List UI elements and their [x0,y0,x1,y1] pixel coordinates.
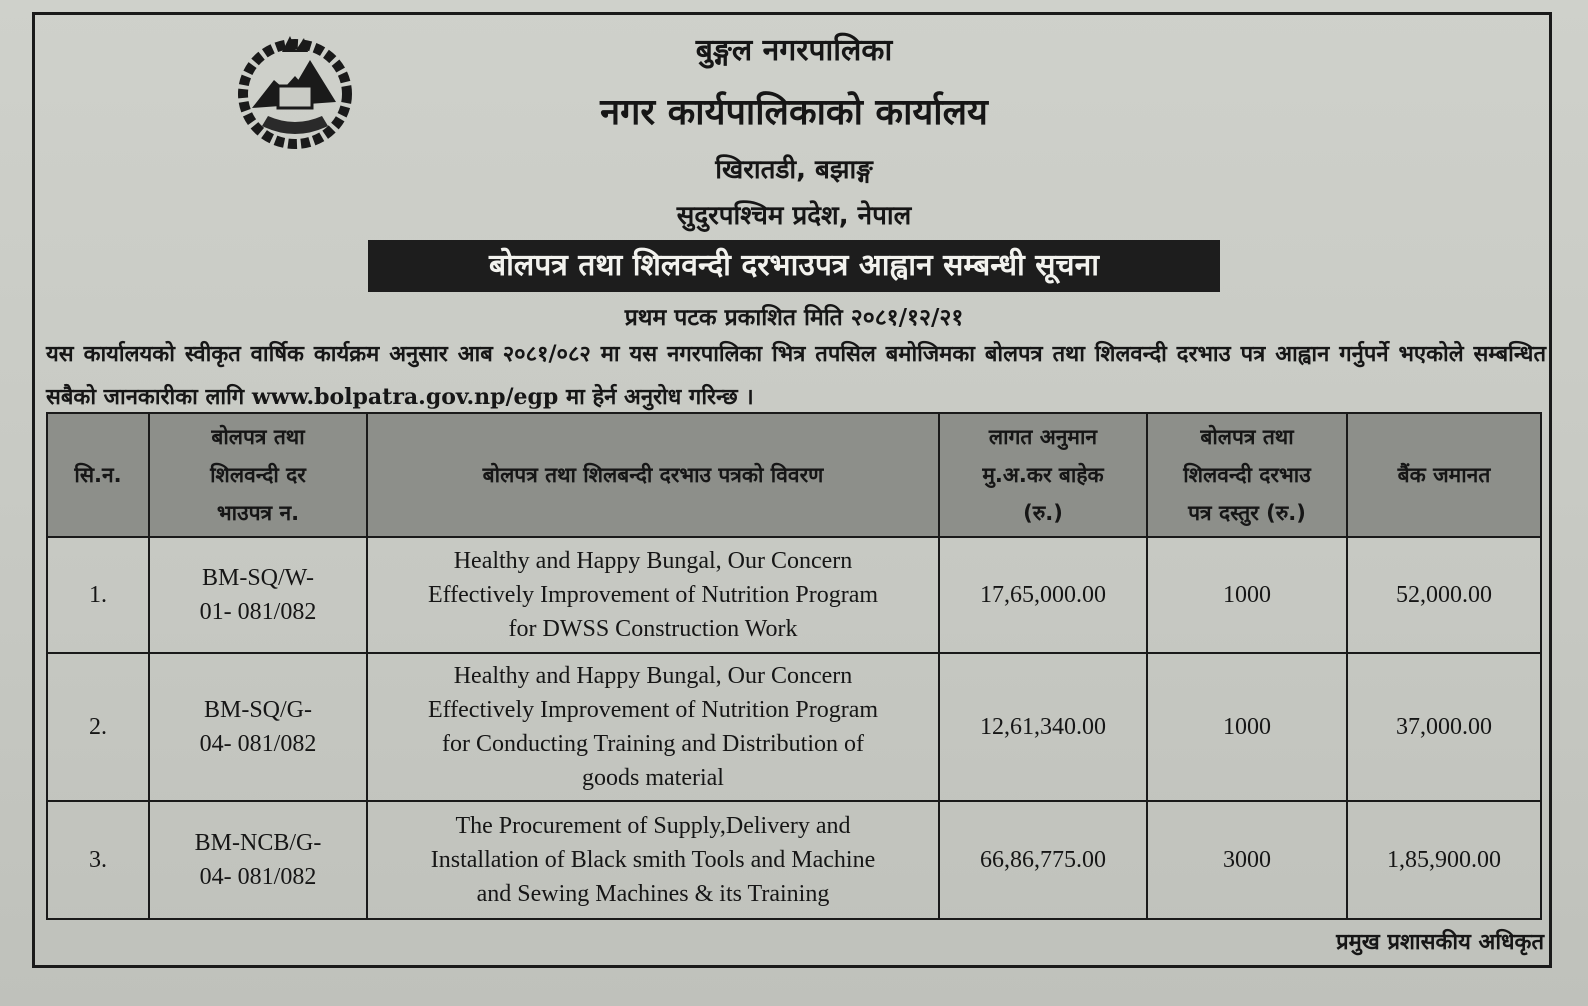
header-fee: बोलपत्र तथा शिलवन्दी दरभाउ पत्र दस्तुर (रु.) [1147,413,1347,537]
office-location: खिरातडी, बझाङ्ग [715,155,873,185]
cell-bid-no: BM-SQ/G- 04- 081/082 [149,653,367,801]
signatory-title: प्रमुख प्रशासकीय अधिकृत [1336,930,1544,955]
published-date: प्रथम पटक प्रकाशित मिति २०८१/१२/२१ [624,305,964,331]
office-name: नगर कार्यपालिकाको कार्यालय [600,92,988,133]
cell-fee: 1000 [1147,537,1347,653]
cell-guarantee: 52,000.00 [1347,537,1541,653]
cell-description: Healthy and Happy Bungal, Our Concern Effectively Improvement of Nutrition Program for Conducting Training and Distribution of goods material [367,653,939,801]
cell-guarantee: 1,85,900.00 [1347,801,1541,919]
cell-fee: 1000 [1147,653,1347,801]
cell-cost: 12,61,340.00 [939,653,1147,801]
cell-fee: 3000 [1147,801,1347,919]
intro-line-2-suffix: मा हेर्न अनुरोध गरिन्छ । [565,385,754,410]
province-name: सुदुरपश्चिम प्रदेश, नेपाल [676,201,912,231]
municipality-name: बुङ्गल नगरपालिका [695,33,893,68]
header-cost: लागत अनुमान मु.अ.कर बाहेक (रु.) [939,413,1147,537]
intro-line-2: दरभाउ पत्र आह्वान गर्नुपर्ने भएकोले सम्बन्धित सबैको जानकारीका लागि [46,342,1546,410]
nepal-emblem-icon [232,30,358,152]
cell-description: Healthy and Happy Bungal, Our Concern Effectively Improvement of Nutrition Program for DWSS Construction Work [367,537,939,653]
cell-bid-no: BM-NCB/G- 04- 081/082 [149,801,367,919]
cell-cost: 17,65,000.00 [939,537,1147,653]
website-link[interactable]: www.bolpatra.gov.np/egp [251,384,559,410]
table-row [47,537,1541,653]
table-header-row [47,413,1541,537]
cell-sn: 3. [47,801,149,919]
table-row [47,801,1541,919]
cell-description: The Procurement of Supply,Delivery and Installation of Black smith Tools and Machine and Sewing Machines & its Training [367,801,939,919]
cell-bid-no: BM-SQ/W- 01- 081/082 [149,537,367,653]
cell-guarantee: 37,000.00 [1347,653,1541,801]
cell-sn: 2. [47,653,149,801]
notice-title: बोलपत्र तथा शिलवन्दी दरभाउपत्र आह्वान सम्बन्धी सूचना [368,240,1220,292]
cell-cost: 66,86,775.00 [939,801,1147,919]
header-description: बोलपत्र तथा शिलबन्दी दरभाउ पत्रको विवरण [367,413,939,537]
cell-sn: 1. [47,537,149,653]
table-row [47,653,1541,801]
header-bid-no: बोलपत्र तथा शिलवन्दी दर भाउपत्र न. [149,413,367,537]
header-guarantee: बैंक जमानत [1347,413,1541,537]
intro-line-1: यस कार्यालयको स्वीकृत वार्षिक कार्यक्रम अनुसार आब २०८१/०८२ मा यस नगरपालिका भित्र तपसिल बमोजिमका बोलपत्र तथा शिलवन्दी [46,342,1167,367]
header-sn: सि.न. [47,413,149,537]
bid-table [46,412,1542,920]
intro-paragraph [46,334,1546,419]
